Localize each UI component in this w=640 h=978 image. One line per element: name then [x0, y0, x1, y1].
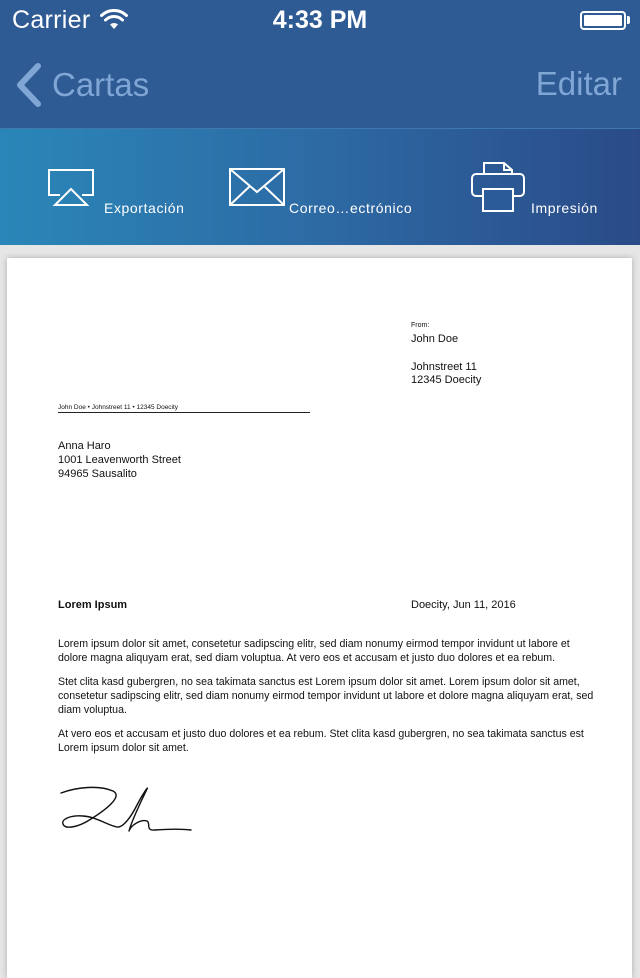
signature-image — [57, 783, 192, 843]
recipient-street: 1001 Leavenworth Street — [58, 454, 181, 466]
top-bar — [0, 0, 640, 128]
action-toolbar — [0, 128, 640, 245]
sender-name: John Doe — [411, 333, 459, 345]
navigation-bar — [0, 40, 640, 128]
airplay-icon — [46, 167, 96, 209]
envelope-icon — [228, 167, 286, 207]
back-button-label: Cartas — [52, 66, 150, 103]
status-bar — [0, 0, 640, 40]
letter-subject: Lorem Ipsum — [58, 599, 128, 611]
back-button[interactable] — [14, 60, 149, 110]
export-label: Exportación — [104, 200, 185, 216]
status-time: 4:33 PM — [272, 6, 368, 34]
email-button[interactable] — [226, 129, 426, 245]
export-button[interactable] — [40, 129, 200, 245]
letter-body — [58, 637, 598, 765]
sender-city: 12345 Doecity — [411, 374, 482, 386]
from-label: From: — [411, 322, 430, 329]
battery-icon — [580, 11, 626, 30]
print-button[interactable] — [466, 129, 616, 245]
letter-date: Doecity, Jun 11, 2016 — [411, 599, 516, 611]
body-paragraph: Stet clita kasd gubergren, no sea takimata sanctus est Lorem ipsum dolor sit amet. Lorem ipsum dolor sit amet, consetetur sadipscing elitr, sed diam nonumy eirmod tempor invidunt ut labore et dolore magna aliquyam erat, sed diam voluptua. — [58, 676, 594, 716]
return-address-line: John Doe • Johnstreet 11 • 12345 Doecity — [58, 404, 310, 413]
print-label: Impresión — [531, 200, 598, 216]
printer-icon — [470, 160, 526, 214]
edit-button[interactable]: Editar — [535, 65, 622, 102]
email-label: Correo…ectrónico — [289, 200, 413, 216]
letter-document[interactable] — [7, 258, 632, 978]
battery-tip — [627, 16, 630, 24]
chevron-left-icon — [14, 62, 44, 108]
carrier-label: Carrier — [12, 6, 91, 34]
recipient-name: Anna Haro — [58, 440, 111, 452]
recipient-city: 94965 Sausalito — [58, 468, 137, 480]
recipient-address — [58, 439, 181, 481]
body-paragraph: Lorem ipsum dolor sit amet, consetetur sadipscing elitr, sed diam nonumy eirmod tempor invidunt ut labore et dolore magna aliquyam erat, sed diam voluptua. At vero eos et accusam et justo duo dolores et ea rebum. — [58, 638, 570, 664]
body-paragraph: At vero eos et accusam et justo duo dolores et ea rebum. Stet clita kasd gubergren, no sea takimata sanctus est Lorem ipsum dolor sit amet. — [58, 728, 584, 754]
sender-street: Johnstreet 11 — [411, 361, 477, 373]
